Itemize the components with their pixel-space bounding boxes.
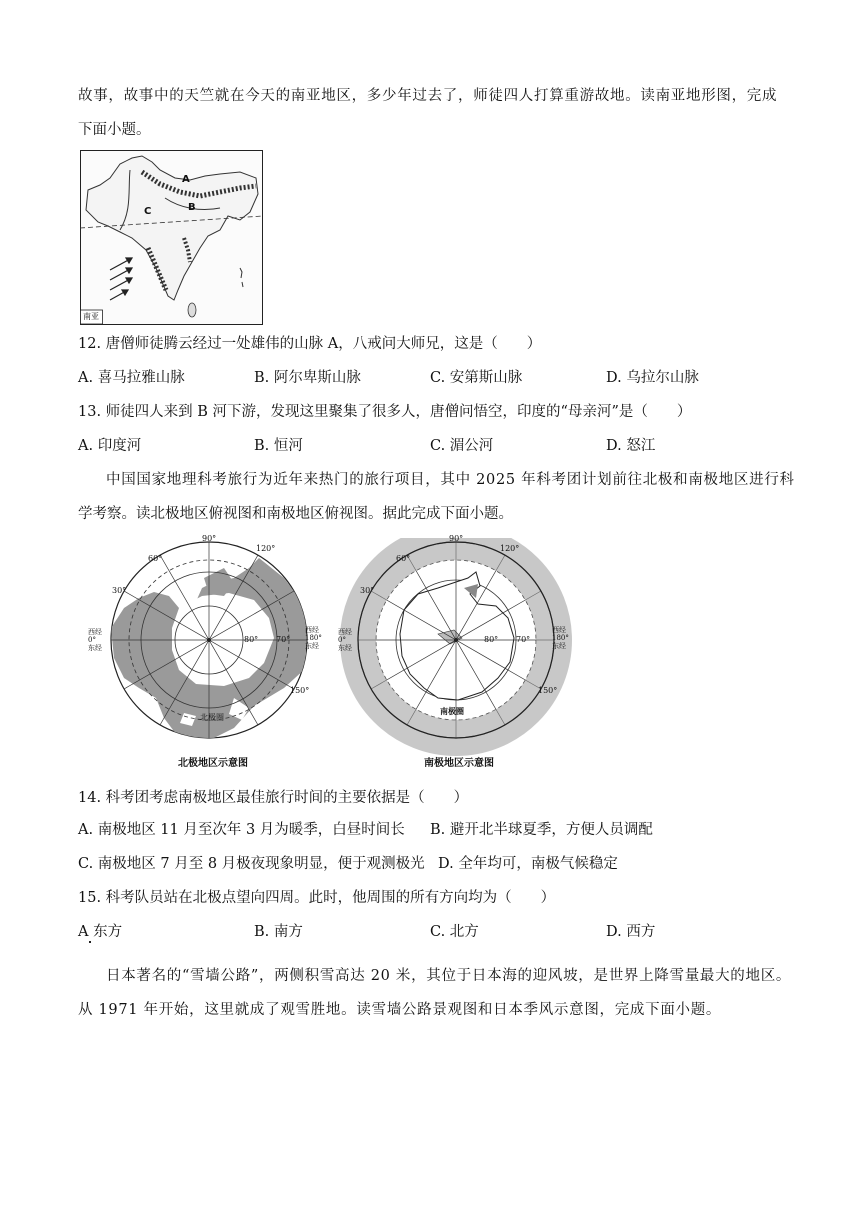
intro1-line1: 故事，故事中的天竺就在今天的南亚地区，多少年过去了，师徒四人打算重游故地。读南亚地形图，完成 bbox=[78, 88, 778, 104]
intro2-line1: 中国国家地理科考旅行为近年来热门的旅行项目，其中 2025 年科考团计划前往北极和南极地区进行科 bbox=[106, 472, 795, 488]
q14-option-a[interactable]: A. 南极地区 11 月至次年 3 月为暖季，白昼时间长 bbox=[78, 822, 405, 838]
q14-option-c[interactable]: C. 南极地区 7 月至 8 月极夜现象明显，便于观测极光 bbox=[78, 856, 425, 872]
north-lat-80: 80° bbox=[244, 635, 259, 644]
south-lon-120: 120° bbox=[500, 544, 520, 553]
intro1-line2: 下面小题。 bbox=[78, 122, 151, 138]
south-lat-70: 70° bbox=[516, 635, 531, 644]
map-label-b: B bbox=[188, 202, 196, 213]
q15-option-a[interactable]: A 东方 bbox=[78, 924, 123, 940]
south-lon-60: 60° bbox=[396, 554, 411, 563]
north-west-label: 西经 0° 东经 bbox=[88, 628, 102, 652]
north-lon-60: 60° bbox=[148, 554, 163, 563]
north-circle-label: 北极圈 bbox=[200, 713, 224, 722]
north-180-label: 西经 180° 东经 bbox=[305, 626, 322, 650]
south-circle-label: 南极圈 bbox=[440, 706, 464, 716]
q15-option-c[interactable]: C. 北方 bbox=[430, 924, 479, 940]
q12-option-d[interactable]: D. 乌拉尔山脉 bbox=[606, 370, 699, 386]
q13-stem: 13. 师徒四人来到 B 河下游，发现这里聚集了很多人，唐僧问悟空，印度的“母亲河”是（ ） bbox=[78, 404, 692, 420]
q14-option-d[interactable]: D. 全年均可，南极气候稳定 bbox=[438, 856, 618, 872]
stray-dot bbox=[89, 941, 91, 943]
south-west-label: 西经 0° 东经 bbox=[338, 628, 352, 652]
south-lat-80: 80° bbox=[484, 635, 499, 644]
north-polar-map bbox=[84, 534, 324, 770]
south-lon-150: 150° bbox=[538, 686, 558, 695]
south-map-caption: 南极地区示意图 bbox=[424, 758, 494, 769]
south-asia-map bbox=[80, 150, 263, 325]
q14-stem: 14. 科考团考虑南极地区最佳旅行时间的主要依据是（ ） bbox=[78, 790, 469, 806]
north-lon-120: 120° bbox=[256, 544, 276, 553]
q12-stem: 12. 唐僧师徒腾云经过一处雄伟的山脉 A，八戒问大师兄，这是（ ） bbox=[78, 336, 542, 352]
north-lon-90: 90° bbox=[202, 534, 217, 543]
q13-option-c[interactable]: C. 湄公河 bbox=[430, 438, 494, 454]
map-label-c: C bbox=[144, 206, 152, 217]
intro2-line2: 学考察。读北极地区俯视图和南极地区俯视图。据此完成下面小题。 bbox=[78, 506, 513, 522]
q13-option-a[interactable]: A. 印度河 bbox=[78, 438, 142, 454]
map-label-a: A bbox=[182, 174, 190, 185]
q12-option-c[interactable]: C. 安第斯山脉 bbox=[430, 370, 523, 386]
north-map-caption: 北极地区示意图 bbox=[178, 758, 248, 769]
map-corner-label: 南亚 bbox=[83, 312, 99, 321]
north-lat-70: 70° bbox=[276, 635, 291, 644]
q13-option-d[interactable]: D. 怒江 bbox=[606, 438, 656, 454]
q12-option-b[interactable]: B. 阿尔卑斯山脉 bbox=[254, 370, 361, 386]
q13-option-b[interactable]: B. 恒河 bbox=[254, 438, 303, 454]
q15-option-b[interactable]: B. 南方 bbox=[254, 924, 303, 940]
q14-option-b[interactable]: B. 避开北半球夏季，方便人员调配 bbox=[430, 822, 653, 838]
q15-option-d[interactable]: D. 西方 bbox=[606, 924, 656, 940]
south-lon-30: 30° bbox=[360, 586, 375, 595]
north-lon-30: 30° bbox=[112, 586, 127, 595]
q15-stem: 15. 科考队员站在北极点望向四周。此时，他周围的所有方向均为（ ） bbox=[78, 890, 556, 906]
intro3-line2: 从 1971 年开始，这里就成了观雪胜地。读雪墙公路景观图和日本季风示意图，完成下面小题。 bbox=[78, 1002, 722, 1018]
intro3-line1: 日本著名的“雪墙公路”，两侧积雪高达 20 米，其位于日本海的迎风坡，是世界上降雪量最大的地区。 bbox=[106, 968, 792, 984]
q12-option-a[interactable]: A. 喜马拉雅山脉 bbox=[78, 370, 185, 386]
south-180-label: 西经 180° 东经 bbox=[552, 626, 569, 650]
south-polar-map bbox=[338, 534, 574, 770]
south-lon-90: 90° bbox=[449, 534, 464, 543]
north-lon-150: 150° bbox=[290, 686, 310, 695]
